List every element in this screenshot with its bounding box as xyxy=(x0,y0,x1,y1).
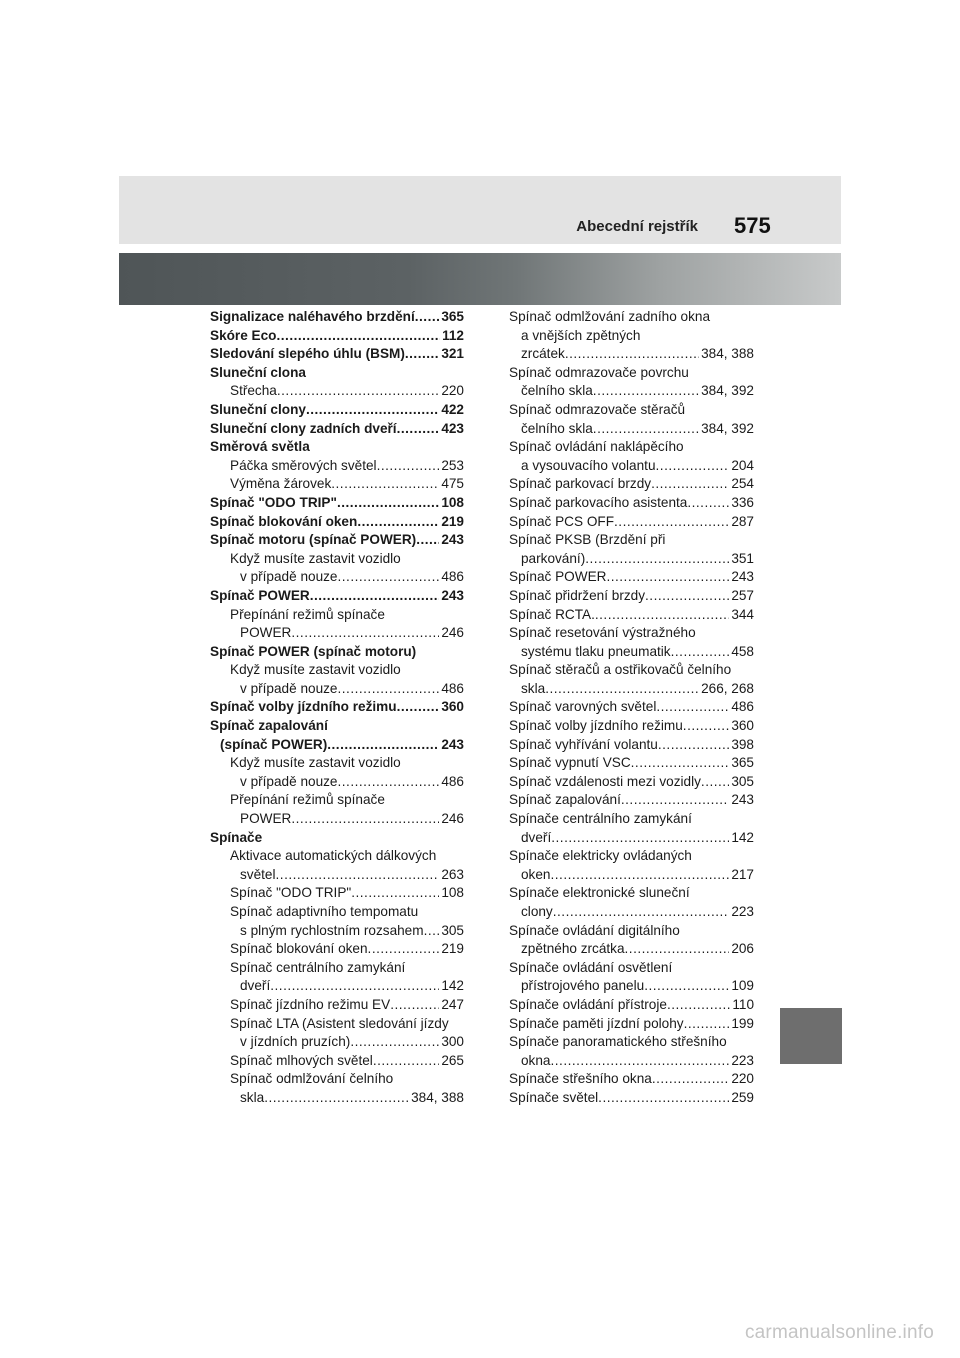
index-entry: Spínač vzdálenosti mezi vozidly ..... 305 xyxy=(509,773,754,792)
index-subentry: Spínač "ODO TRIP" ..... 108 xyxy=(210,884,464,903)
index-entry: a vysouvacího volantu ..... 204 xyxy=(509,457,754,476)
chapter-side-tab xyxy=(780,1008,842,1064)
index-entry: Sluneční clony ..... 422 xyxy=(210,401,464,420)
index-subentry-line: Když musíte zastavit vozidlo xyxy=(230,755,401,771)
index-entry: Spínač PCS OFF ..... 287 xyxy=(509,513,754,532)
index-entry: Skóre Eco ..... 112 xyxy=(210,327,464,346)
index-entry: Sledování slepého úhlu (BSM) ..... 321 xyxy=(210,345,464,364)
index-entry-line: Spínače panoramatického střešního xyxy=(509,1034,727,1050)
index-entry: Spínač blokování oken ..... 219 xyxy=(210,513,464,532)
index-entry: dveří ..... 142 xyxy=(509,829,754,848)
index-entry-line: Spínače ovládání digitálního xyxy=(509,922,680,938)
index-subentry: POWER ..... 246 xyxy=(210,810,464,829)
index-entry: parkování) ..... 351 xyxy=(509,550,754,569)
index-subentry: světel ..... 263 xyxy=(210,866,464,885)
index-entry: Spínač parkovací brzdy ..... 254 xyxy=(509,475,754,494)
index-subentry-line: Spínač odmlžování čelního xyxy=(230,1071,394,1087)
index-subentry: Střecha ..... 220 xyxy=(210,382,464,401)
index-entry: Sluneční clony zadních dveří ..... 423 xyxy=(210,420,464,439)
index-subentry: Spínač blokování oken ..... 219 xyxy=(210,940,464,959)
index-subentry-line: Když musíte zastavit vozidlo xyxy=(230,550,401,566)
index-subentry-line: Spínač adaptivního tempomatu xyxy=(230,904,419,919)
index-subentry: Spínač mlhových světel ..... 265 xyxy=(210,1052,464,1071)
header-band xyxy=(119,176,841,244)
index-subentry: Spínač jízdního režimu EV ..... 247 xyxy=(210,996,464,1015)
index-subentry-line: Přepínání režimů spínače xyxy=(230,606,385,622)
index-entry: Spínače světel ..... 259 xyxy=(509,1089,754,1108)
index-subentry: v případě nouze ..... 486 xyxy=(210,568,464,587)
index-entry-line: Spínače elektricky ovládaných xyxy=(509,848,692,864)
index-subentry: skla ..... 384, 388 xyxy=(210,1089,464,1108)
index-entry-line: Spínač PKSB (Brzdění při xyxy=(509,532,666,548)
index-entry: Spínač varovných světel ..... 486 xyxy=(509,698,754,717)
index-heading: Spínače xyxy=(210,829,263,845)
index-heading: Směrová světla xyxy=(210,439,310,455)
index-entry: (spínač POWER) ..... 243 xyxy=(210,736,464,755)
index-column-left xyxy=(210,308,464,1108)
index-entry-line: Spínač odmlžování zadního okna xyxy=(509,309,711,324)
index-entry: Spínač parkovacího asistenta ..... 336 xyxy=(509,494,754,513)
index-entry: zrcátek ..... 384, 388 xyxy=(509,345,754,364)
index-entry: Spínač přidržení brzdy ..... 257 xyxy=(509,587,754,606)
index-subentry-line: Když musíte zastavit vozidlo xyxy=(230,662,401,678)
index-entry-line: a vnějších zpětných xyxy=(521,327,641,343)
index-subentry-line: Spínač LTA (Asistent sledování jízdy xyxy=(230,1015,449,1031)
index-entry: Spínač motoru (spínač POWER) ..... 243 xyxy=(210,531,464,550)
index-entry: čelního skla ..... 384, 392 xyxy=(509,382,754,401)
index-entry: clony ..... 223 xyxy=(509,903,754,922)
index-entry: okna ..... 223 xyxy=(509,1052,754,1071)
index-subentry: dveří ..... 142 xyxy=(210,977,464,996)
index-subentry: POWER ..... 246 xyxy=(210,624,464,643)
index-subentry-line: Přepínání režimů spínače xyxy=(230,792,385,808)
index-entry-line: Spínače elektronické sluneční xyxy=(509,885,690,901)
section-title: Abecední rejstřík xyxy=(576,218,698,235)
index-subentry: Páčka směrových světel ..... 253 xyxy=(210,457,464,476)
index-entry: Spínač RCTA. ..... 344 xyxy=(509,606,754,625)
index-entry-line: Spínač ovládání naklápěcího xyxy=(509,439,684,455)
index-entry: Spínač volby jízdního režimu ..... 360 xyxy=(509,717,754,736)
index-entry: Spínač POWER ..... 243 xyxy=(509,568,754,587)
index-entry: Spínač vypnutí VSC ..... 365 xyxy=(509,754,754,773)
index-heading: Spínač zapalování xyxy=(210,718,328,734)
index-entry: Spínače paměti jízdní polohy ..... 199 xyxy=(509,1015,754,1034)
index-entry: čelního skla ..... 384, 392 xyxy=(509,420,754,439)
index-entry: Spínače ovládání přístroje ..... 110 xyxy=(509,996,754,1015)
index-subentry-line: Aktivace automatických dálkových xyxy=(230,848,437,864)
index-entry: Spínač POWER ..... 243 xyxy=(210,587,464,606)
index-column-right xyxy=(509,308,754,1108)
decorative-gradient-bar xyxy=(119,253,841,305)
index-entry: oken ..... 217 xyxy=(509,866,754,885)
index-entry-line: Spínač odmrazovače stěračů xyxy=(509,401,686,417)
index-entry-line: Spínač odmrazovače povrchu xyxy=(509,364,689,380)
index-entry-line: Spínač stěračů a ostřikovačů čelního xyxy=(509,662,732,678)
index-entry: Signalizace naléhavého brzdění ..... 365 xyxy=(210,308,464,327)
index-subentry: Výměna žárovek ..... 475 xyxy=(210,475,464,494)
index-heading: Spínač POWER (spínač motoru) xyxy=(210,643,417,659)
index-subentry: v případě nouze ..... 486 xyxy=(210,773,464,792)
index-entry-line: Spínače centrálního zamykání xyxy=(509,811,692,827)
index-entry: Spínače střešního okna ..... 220 xyxy=(509,1070,754,1089)
index-entry: zpětného zrcátka ..... 206 xyxy=(509,940,754,959)
index-entry-line: Spínač resetování výstražného xyxy=(509,625,696,641)
index-entry: skla ..... 266, 268 xyxy=(509,680,754,699)
index-subentry: v případě nouze ..... 486 xyxy=(210,680,464,699)
index-entry: Spínač volby jízdního režimu ..... 360 xyxy=(210,698,464,717)
index-heading: Sluneční clona xyxy=(210,364,306,380)
index-entry: systému tlaku pneumatik ..... 458 xyxy=(509,643,754,662)
watermark: carmanualsonline.info xyxy=(744,1322,934,1343)
index-entry: Spínač vyhřívání volantu ..... 398 xyxy=(509,736,754,755)
index-entry: přístrojového panelu ..... 109 xyxy=(509,977,754,996)
index-entry: Spínač "ODO TRIP" ..... 108 xyxy=(210,494,464,513)
index-entry-line: Spínače ovládání osvětlení xyxy=(509,959,673,975)
index-subentry: s plným rychlostním rozsahem ..... 305 xyxy=(210,922,464,941)
page-number: 575 xyxy=(734,213,771,238)
index-subentry-line: Spínač centrálního zamykání xyxy=(230,959,406,975)
index-subentry: v jízdních pruzích) ..... 300 xyxy=(210,1033,464,1052)
index-entry: Spínač zapalování ..... 243 xyxy=(509,791,754,810)
